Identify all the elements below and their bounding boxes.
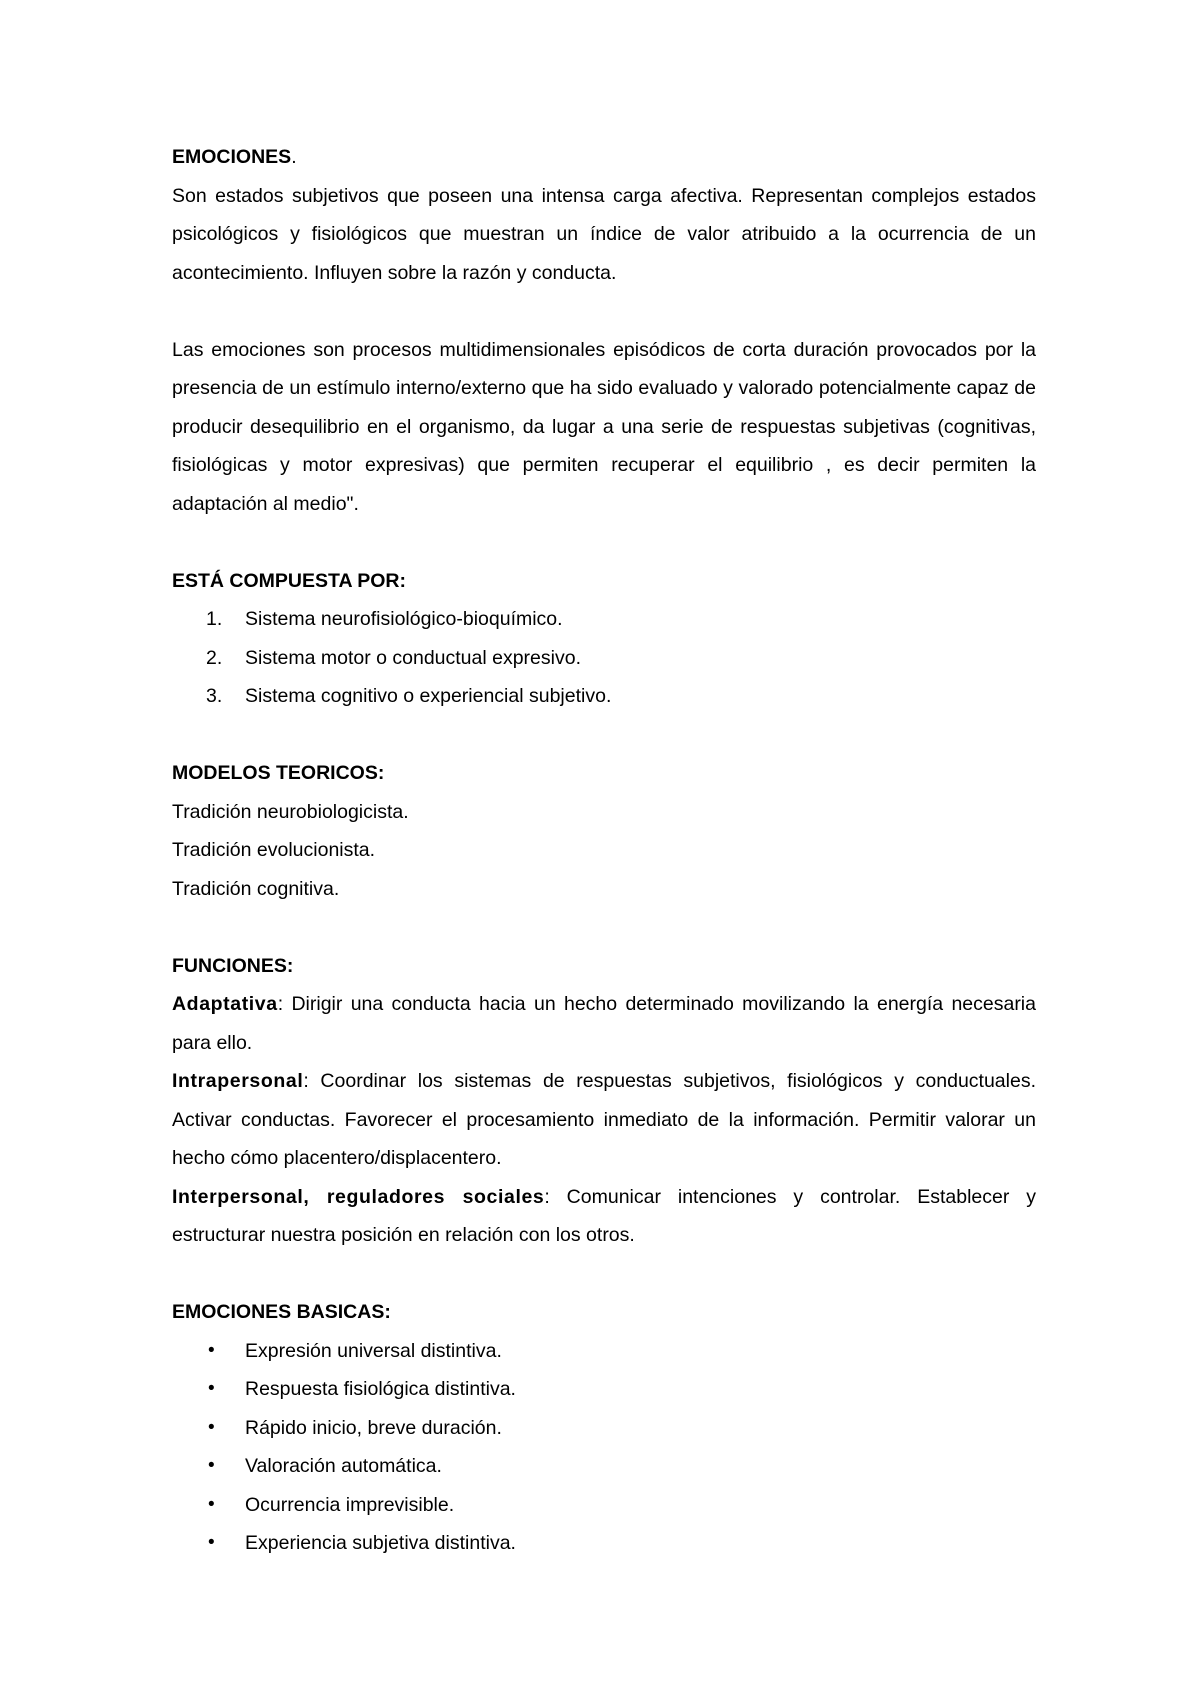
list-item-text: Sistema neurofisiológico-bioquímico.: [245, 608, 563, 630]
paragraph-spacer: [172, 523, 1036, 562]
bullet-icon: •: [208, 1455, 215, 1476]
list-item-text: Expresión universal distintiva.: [245, 1339, 502, 1362]
function-description: : Comunicar intenciones y controlar. Establecer y estructurar nuestra posición en relación con los otros.: [172, 1185, 1036, 1246]
section-heading-emociones: [172, 138, 1036, 177]
intro-paragraph: Son estados subjetivos que poseen una intensa carga afectiva. Representan complejos estados psicológicos y fisiológicos que muestran un índice de valor atribuido a la ocurrencia de un acontecimiento. Influyen sobre la razón y conducta.: [172, 184, 1036, 284]
definition-paragraph: Las emociones son procesos multidimensionales episódicos de corta duración provocados por la presencia de un estímulo interno/externo que ha sido evaluado y valorado potencialmente capaz de producir desequilibrio en el organismo, da lugar a una serie de respuestas subjetivas (cognitivas, fisiológicas y motor expresivas) que permiten recuperar el equilibrio , es decir permiten la adaptación al medio".: [172, 338, 1036, 515]
basic-list-item: [172, 1524, 1036, 1563]
function-description: : Coordinar los sistemas de respuestas subjetivos, fisiológicos y conductuales. Activar conductas. Favorecer el procesamiento inmediato de la información. Permitir valorar un hecho cómo placentero/displacentero.: [172, 1070, 1036, 1169]
function-term: Adaptativa: [172, 993, 278, 1015]
function-term: Interpersonal, reguladores sociales: [172, 1185, 545, 1208]
list-number: 2.: [206, 646, 223, 669]
bullet-icon: •: [208, 1339, 215, 1361]
model-line: Tradición cognitiva.: [172, 877, 340, 900]
composition-list-item: [172, 639, 1036, 678]
composition-list-item: [172, 677, 1036, 716]
section-heading-models: MODELOS TEORICOS:: [172, 762, 385, 784]
function-paragraph: [172, 1178, 1036, 1255]
list-item-text: Sistema cognitivo o experiencial subjetivo.: [245, 685, 612, 707]
model-line: Tradición evolucionista.: [172, 839, 376, 861]
list-item-text: Experiencia subjetiva distintiva.: [245, 1532, 516, 1554]
function-paragraph: [172, 985, 1036, 1062]
heading-emociones-text: EMOCIONES: [172, 146, 292, 168]
section-heading-functions: FUNCIONES:: [172, 954, 294, 977]
list-item-text: Valoración automática.: [245, 1455, 442, 1477]
composition-list: [172, 600, 1036, 716]
list-item-text: Respuesta fisiológica distintiva.: [245, 1378, 516, 1400]
paragraph-spacer: [172, 1255, 1036, 1294]
list-item-text: Rápido inicio, breve duración.: [245, 1416, 502, 1439]
function-term: Intrapersonal: [172, 1070, 304, 1092]
list-item-text: Ocurrencia imprevisible.: [245, 1493, 455, 1516]
document-page: [172, 138, 1036, 1563]
model-line: Tradición neurobiologicista.: [172, 800, 409, 823]
composition-list-item: [172, 600, 1036, 639]
bullet-icon: •: [208, 1416, 215, 1438]
function-paragraph: [172, 1062, 1036, 1178]
paragraph-spacer: [172, 908, 1036, 947]
paragraph-spacer: [172, 292, 1036, 331]
bullet-icon: •: [208, 1532, 215, 1553]
function-description: : Dirigir una conducta hacia un hecho determinado movilizando la energía necesaria para ello.: [172, 993, 1036, 1054]
basic-emotions-list: [172, 1332, 1036, 1563]
basic-list-item: [172, 1370, 1036, 1409]
paragraph-spacer: [172, 716, 1036, 755]
basic-list-item: [172, 1409, 1036, 1448]
bullet-icon: •: [208, 1493, 215, 1515]
basic-list-item: [172, 1486, 1036, 1525]
list-number: 1.: [206, 608, 223, 630]
heading-emociones-period: .: [291, 146, 297, 168]
section-heading-basic: EMOCIONES BASICAS:: [172, 1301, 391, 1323]
list-number: 3.: [206, 685, 223, 707]
basic-list-item: [172, 1447, 1036, 1486]
basic-list-item: [172, 1332, 1036, 1371]
list-item-text: Sistema motor o conductual expresivo.: [245, 646, 581, 669]
section-heading-composition: ESTÁ COMPUESTA POR:: [172, 569, 407, 592]
bullet-icon: •: [208, 1378, 215, 1399]
